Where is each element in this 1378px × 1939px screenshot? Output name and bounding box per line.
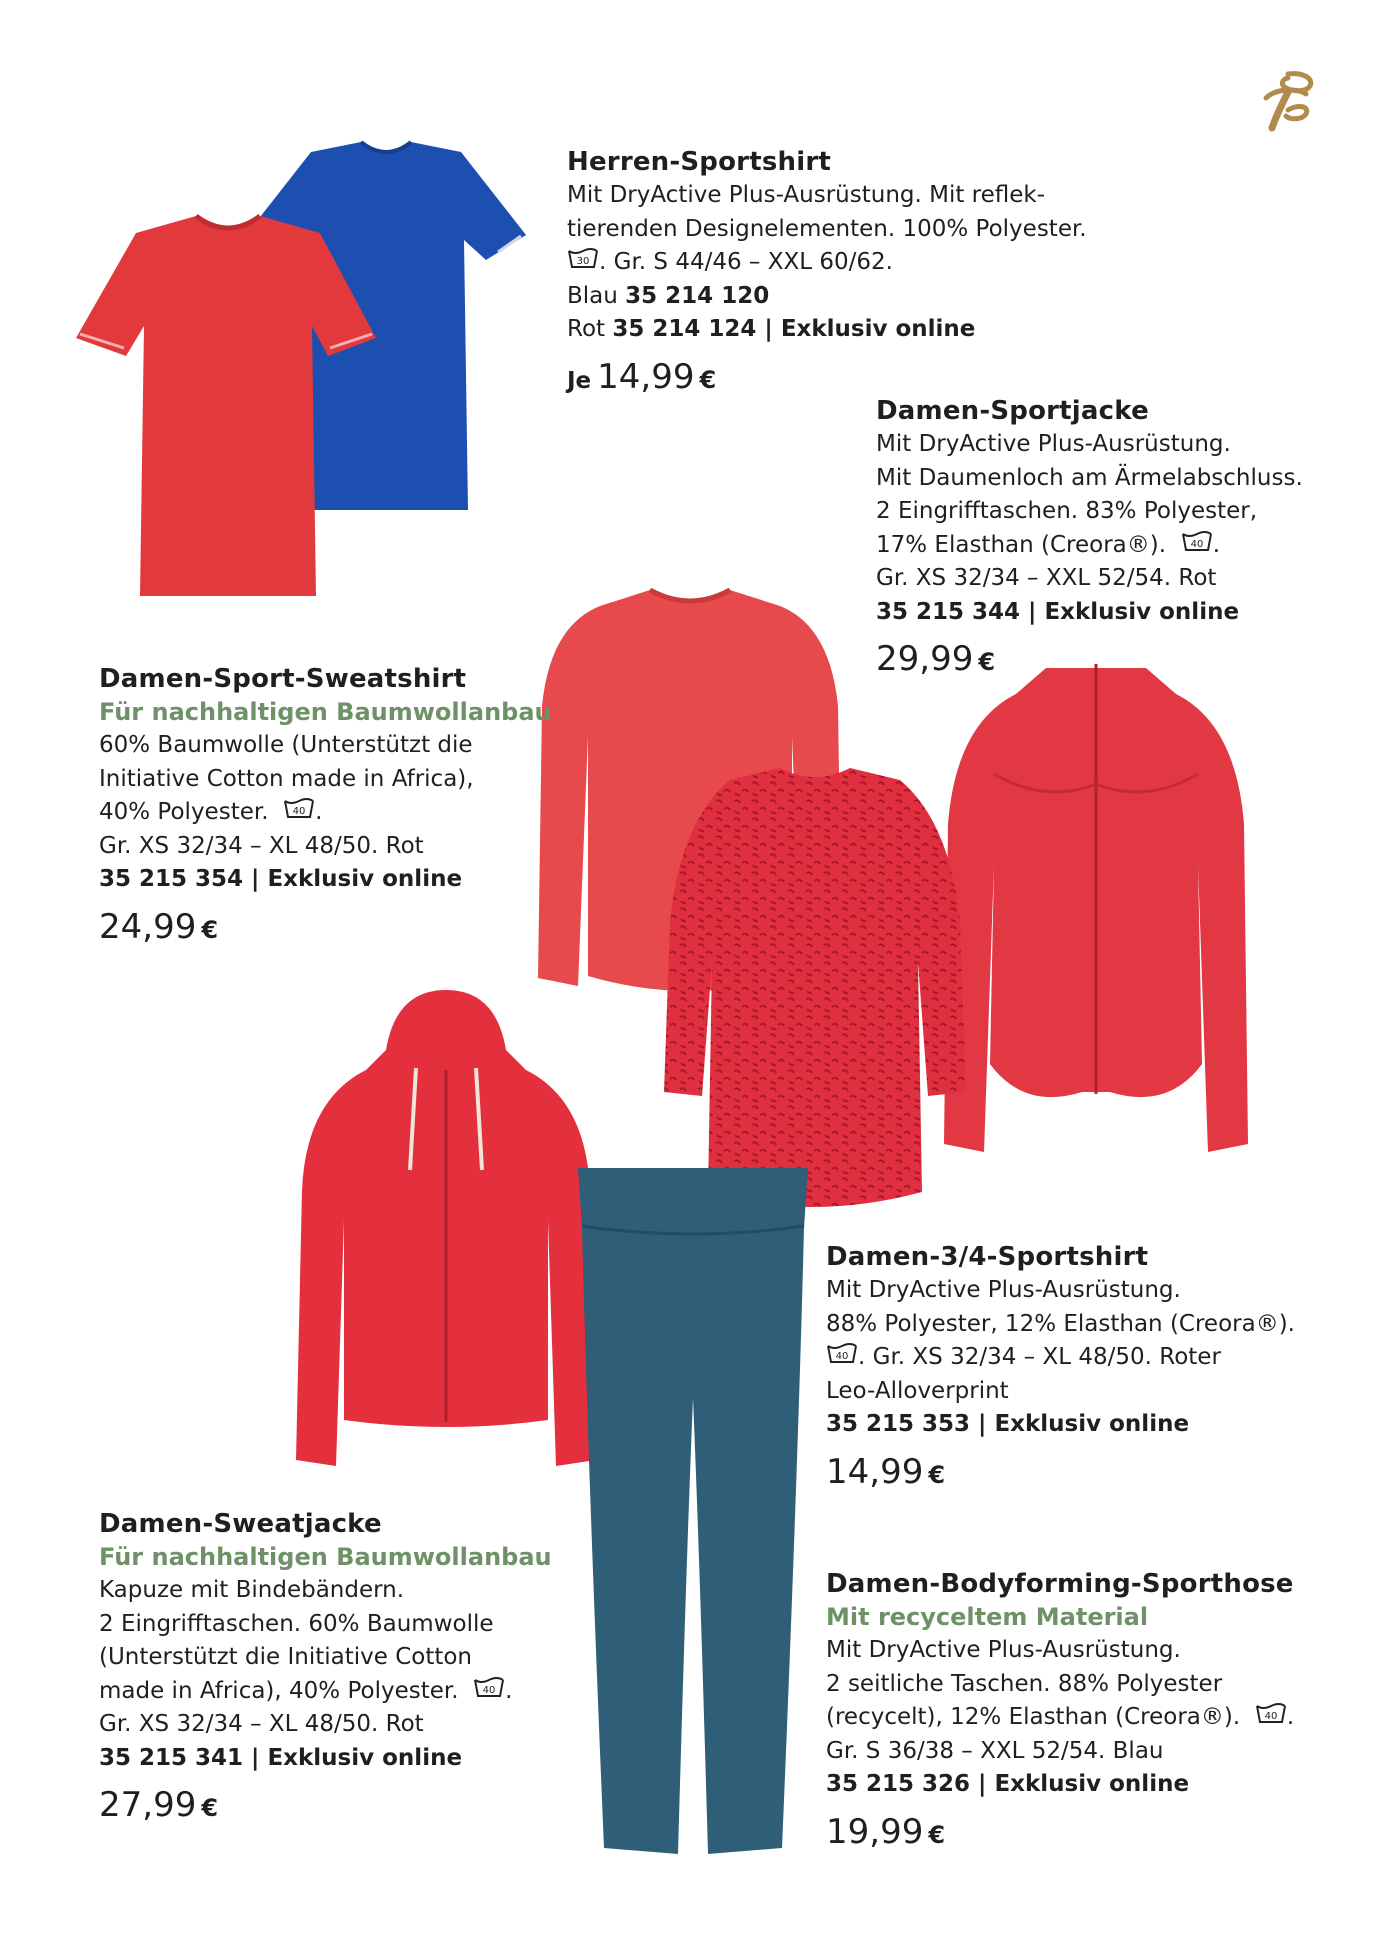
product-variant (567, 280, 1087, 314)
wash-40-icon (1181, 530, 1213, 554)
price-value: 19,99 (826, 1811, 924, 1852)
product-description: Leo-Alloverprint (826, 1377, 1009, 1404)
product-description: 2 Eingrifftaschen. 60% Baumwolle (99, 1610, 494, 1637)
product-article: 35 215 354 | Exklusiv online (99, 866, 463, 892)
variant-article: 35 214 124 | Exklusiv online (612, 316, 976, 342)
product-title: Damen-Sweatjacke (99, 1509, 382, 1539)
price-value: 27,99 (99, 1785, 197, 1825)
product-size-line (826, 1341, 1295, 1375)
currency: € (928, 1820, 946, 1849)
variant-article: 35 214 120 (625, 282, 770, 309)
product-herren-sportshirt (567, 145, 1087, 403)
product-description: Mit DryActive Plus-Ausrüstung. (876, 431, 1231, 457)
product-sizes: . Gr. S 44/46 – XXL 60/62. (599, 249, 893, 275)
product-variant (567, 313, 1087, 347)
punctuation: . (505, 1677, 513, 1704)
product-sizes: Gr. XS 32/34 – XL 48/50. Rot (99, 1711, 424, 1737)
svg-text:30: 30 (576, 256, 590, 267)
price-value: 14,99 (826, 1451, 924, 1492)
price-value: 14,99 (597, 356, 695, 397)
svg-text:40: 40 (1190, 538, 1204, 550)
currency: € (928, 1460, 946, 1489)
wash-40-icon (826, 1342, 858, 1366)
product-damen-sport-sweatshirt (99, 662, 552, 952)
product-material-line (876, 529, 1303, 563)
product-price (876, 637, 1303, 684)
price-value: 24,99 (99, 906, 197, 947)
product-description: 88% Polyester, 12% Elasthan (Creora®). (826, 1310, 1295, 1337)
product-price (826, 1450, 1295, 1497)
product-size-line (567, 246, 1087, 280)
product-description: 2 seitliche Taschen. 88% Polyester (826, 1670, 1223, 1697)
product-price (826, 1810, 1294, 1857)
wash-40-icon (473, 1676, 505, 1700)
product-sizes: . Gr. XS 32/34 – XL 48/50. Roter (858, 1344, 1221, 1370)
product-description: Initiative Cotton made in Africa), (99, 765, 474, 792)
product-title: Damen-Bodyforming-Sporthose (826, 1569, 1294, 1599)
currency: € (978, 648, 996, 676)
product-subtitle: Für nachhaltigen Baumwollanbau (99, 1543, 552, 1571)
punctuation: . (1212, 531, 1220, 558)
blue-sporthose-image (568, 1168, 818, 1858)
red-leo-sportshirt-image (660, 762, 970, 1222)
product-damen-sportjacke (876, 394, 1303, 684)
product-description: Mit DryActive Plus-Ausrüstung. (826, 1637, 1181, 1663)
product-damen-34-sportshirt (826, 1240, 1295, 1497)
price-value: 29,99 (876, 639, 974, 679)
product-description: Mit DryActive Plus-Ausrüstung. (826, 1277, 1181, 1303)
product-damen-sweatjacke (99, 1507, 552, 1830)
svg-text:40: 40 (835, 1351, 849, 1362)
wash-30-icon (567, 247, 599, 271)
product-material: (recycelt), 12% Elasthan (Creora®). (826, 1704, 1241, 1730)
product-material: made in Africa), 40% Polyester. (99, 1677, 459, 1704)
product-price (99, 1783, 552, 1830)
product-title: Damen-3/4-Sportshirt (826, 1242, 1149, 1272)
red-sportshirt-image (66, 208, 386, 608)
product-description: Kapuze mit Bindebändern. (99, 1577, 405, 1603)
variant-color: Blau (567, 282, 618, 309)
svg-text:40: 40 (1264, 1711, 1278, 1722)
product-damen-bodyforming-sporthose (826, 1567, 1294, 1857)
product-sizes: Gr. S 36/38 – XXL 52/54. Blau (826, 1737, 1164, 1764)
product-description: Mit Daumenloch am Ärmelabschluss. (876, 464, 1303, 491)
product-title: Herren-Sportshirt (567, 147, 831, 177)
variant-color: Rot (567, 316, 606, 342)
product-title: Damen-Sport-Sweatshirt (99, 664, 467, 694)
currency: € (699, 365, 717, 394)
product-material: 17% Elasthan (Creora®). (876, 531, 1167, 558)
svg-text:40: 40 (292, 806, 306, 817)
wash-40-icon (1255, 1702, 1287, 1726)
red-sweatjacke-image (286, 990, 606, 1480)
product-description: 2 Eingrifftaschen. 83% Polyester, (876, 498, 1258, 524)
product-description: (Unterstützt die Initiative Cotton (99, 1644, 473, 1670)
product-price (99, 905, 552, 952)
product-description: 60% Baumwolle (Unterstützt die (99, 732, 473, 758)
currency: € (201, 915, 219, 944)
product-article: 35 215 341 | Exklusiv online (99, 1744, 463, 1771)
product-material-line (99, 1675, 552, 1709)
product-subtitle: Für nachhaltigen Baumwollanbau (99, 698, 552, 726)
product-article: 35 215 344 | Exklusiv online (876, 598, 1240, 625)
product-sizes: Gr. XS 32/34 – XXL 52/54. Rot (876, 565, 1217, 591)
product-material-line (826, 1701, 1294, 1735)
product-subtitle: Mit recyceltem Material (826, 1603, 1149, 1631)
punctuation: . (315, 799, 323, 825)
product-title: Damen-Sportjacke (876, 396, 1149, 426)
red-sportjacke-image (936, 664, 1256, 1174)
product-article: 35 215 353 | Exklusiv online (826, 1411, 1190, 1437)
currency: € (201, 1794, 219, 1822)
product-material-line (99, 796, 552, 830)
punctuation: . (1286, 1704, 1295, 1730)
tchibo-logo-icon (1258, 70, 1316, 132)
product-description: tierenden Designelementen. 100% Polyester. (567, 215, 1087, 242)
product-sizes: Gr. XS 32/34 – XL 48/50. Rot (99, 832, 424, 859)
product-description: Mit DryActive Plus-Ausrüstung. Mit reflek- (567, 182, 1046, 208)
price-prefix: Je (567, 367, 592, 394)
product-material: 40% Polyester. (99, 799, 269, 825)
wash-40-icon (283, 797, 315, 821)
svg-text:40: 40 (482, 1684, 496, 1696)
product-article: 35 215 326 | Exklusiv online (826, 1771, 1190, 1797)
